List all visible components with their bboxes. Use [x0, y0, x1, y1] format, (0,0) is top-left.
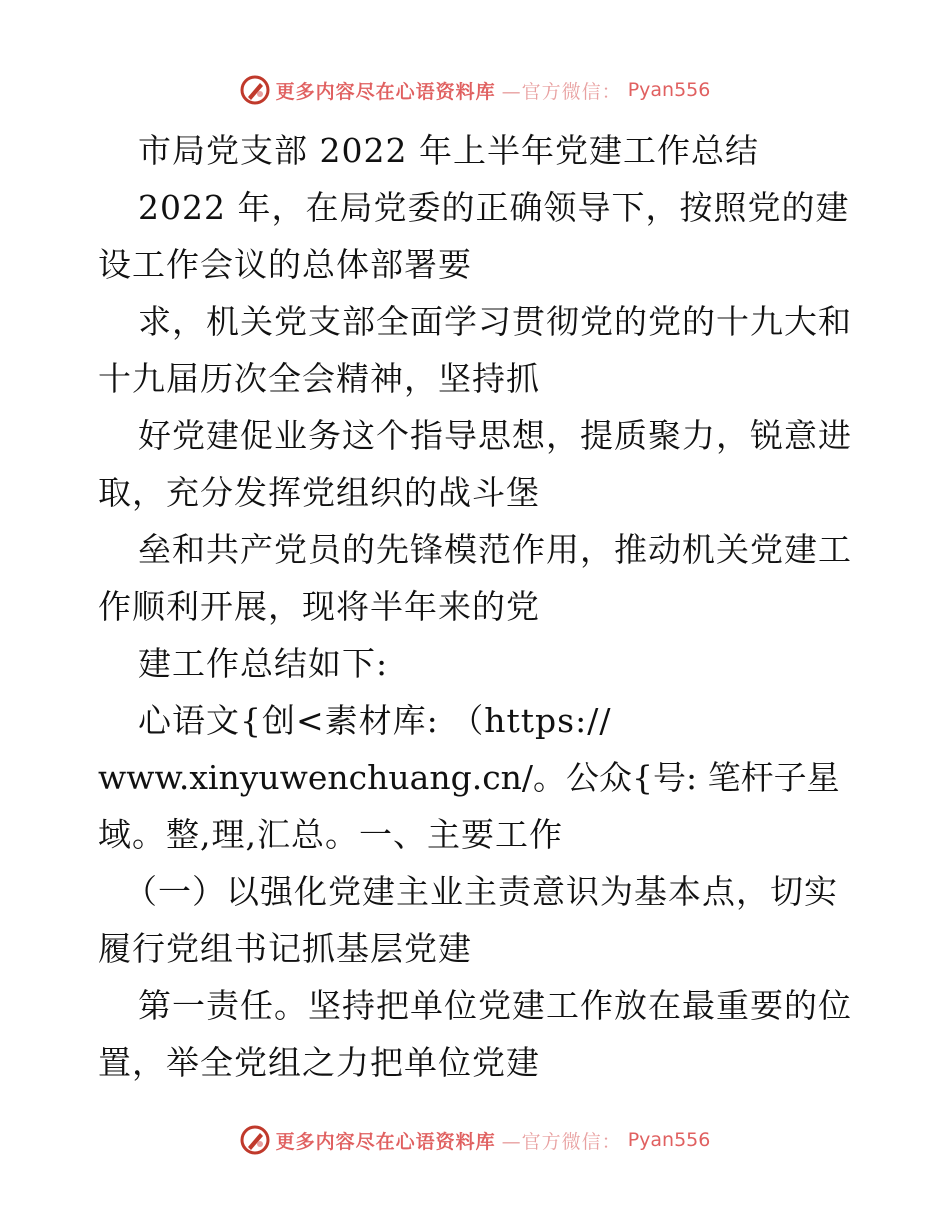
paragraph-line: 垒和共产党员的先锋模范作用，推动机关党建工 — [138, 530, 852, 569]
paragraph-line: www.xinyuwenchuang.cn/。公众{号: 笔杆子星 — [98, 758, 840, 797]
footer-banner — [0, 1120, 950, 1160]
paragraph-line: 置，举全党组之力把单位党建 — [98, 1043, 540, 1082]
document-title: 市局党支部 2022 年上半年党建工作总结 — [138, 131, 759, 170]
paragraph-line: 作顺利开展，现将半年来的党 — [98, 587, 540, 626]
pen-circle-logo-icon — [240, 75, 270, 105]
paragraph-line: 域。整,理,汇总。一、主要工作 — [98, 815, 563, 854]
paragraph-line: 好党建促业务这个指导思想，提质聚力，锐意进 — [138, 416, 852, 455]
banner-main-text: 更多内容尽在心语资料库 — [275, 80, 496, 103]
section-heading: （一）以强化党建主业主责意识为基本点，切实 — [124, 872, 838, 911]
banner-wechat-id: Pyan556 — [627, 79, 711, 101]
banner-sub-text: —官方微信： — [501, 1130, 622, 1153]
pen-circle-logo-icon — [240, 1125, 270, 1155]
document-body — [98, 122, 858, 1091]
paragraph-line: 求，机关党支部全面学习贯彻党的党的十九大和 — [138, 302, 852, 341]
paragraph-line: 心语文{创<素材库: （https:// — [138, 701, 612, 740]
paragraph-line: 2022 年，在局党委的正确领导下，按照党的建 — [138, 188, 850, 227]
paragraph-line: 第一责任。坚持把单位党建工作放在最重要的位 — [138, 986, 852, 1025]
paragraph-line: 建工作总结如下: — [138, 644, 389, 683]
paragraph-line: 取，充分发挥党组织的战斗堡 — [98, 473, 540, 512]
banner-wechat-id: Pyan556 — [627, 1129, 711, 1151]
header-banner — [0, 70, 950, 110]
paragraph-line: 十九届历次全会精神，坚持抓 — [98, 359, 540, 398]
banner-main-text: 更多内容尽在心语资料库 — [275, 1130, 496, 1153]
paragraph-line: 设工作会议的总体部署要 — [98, 245, 472, 284]
banner-sub-text: —官方微信： — [501, 80, 622, 103]
paragraph-line: 履行党组书记抓基层党建 — [98, 929, 472, 968]
